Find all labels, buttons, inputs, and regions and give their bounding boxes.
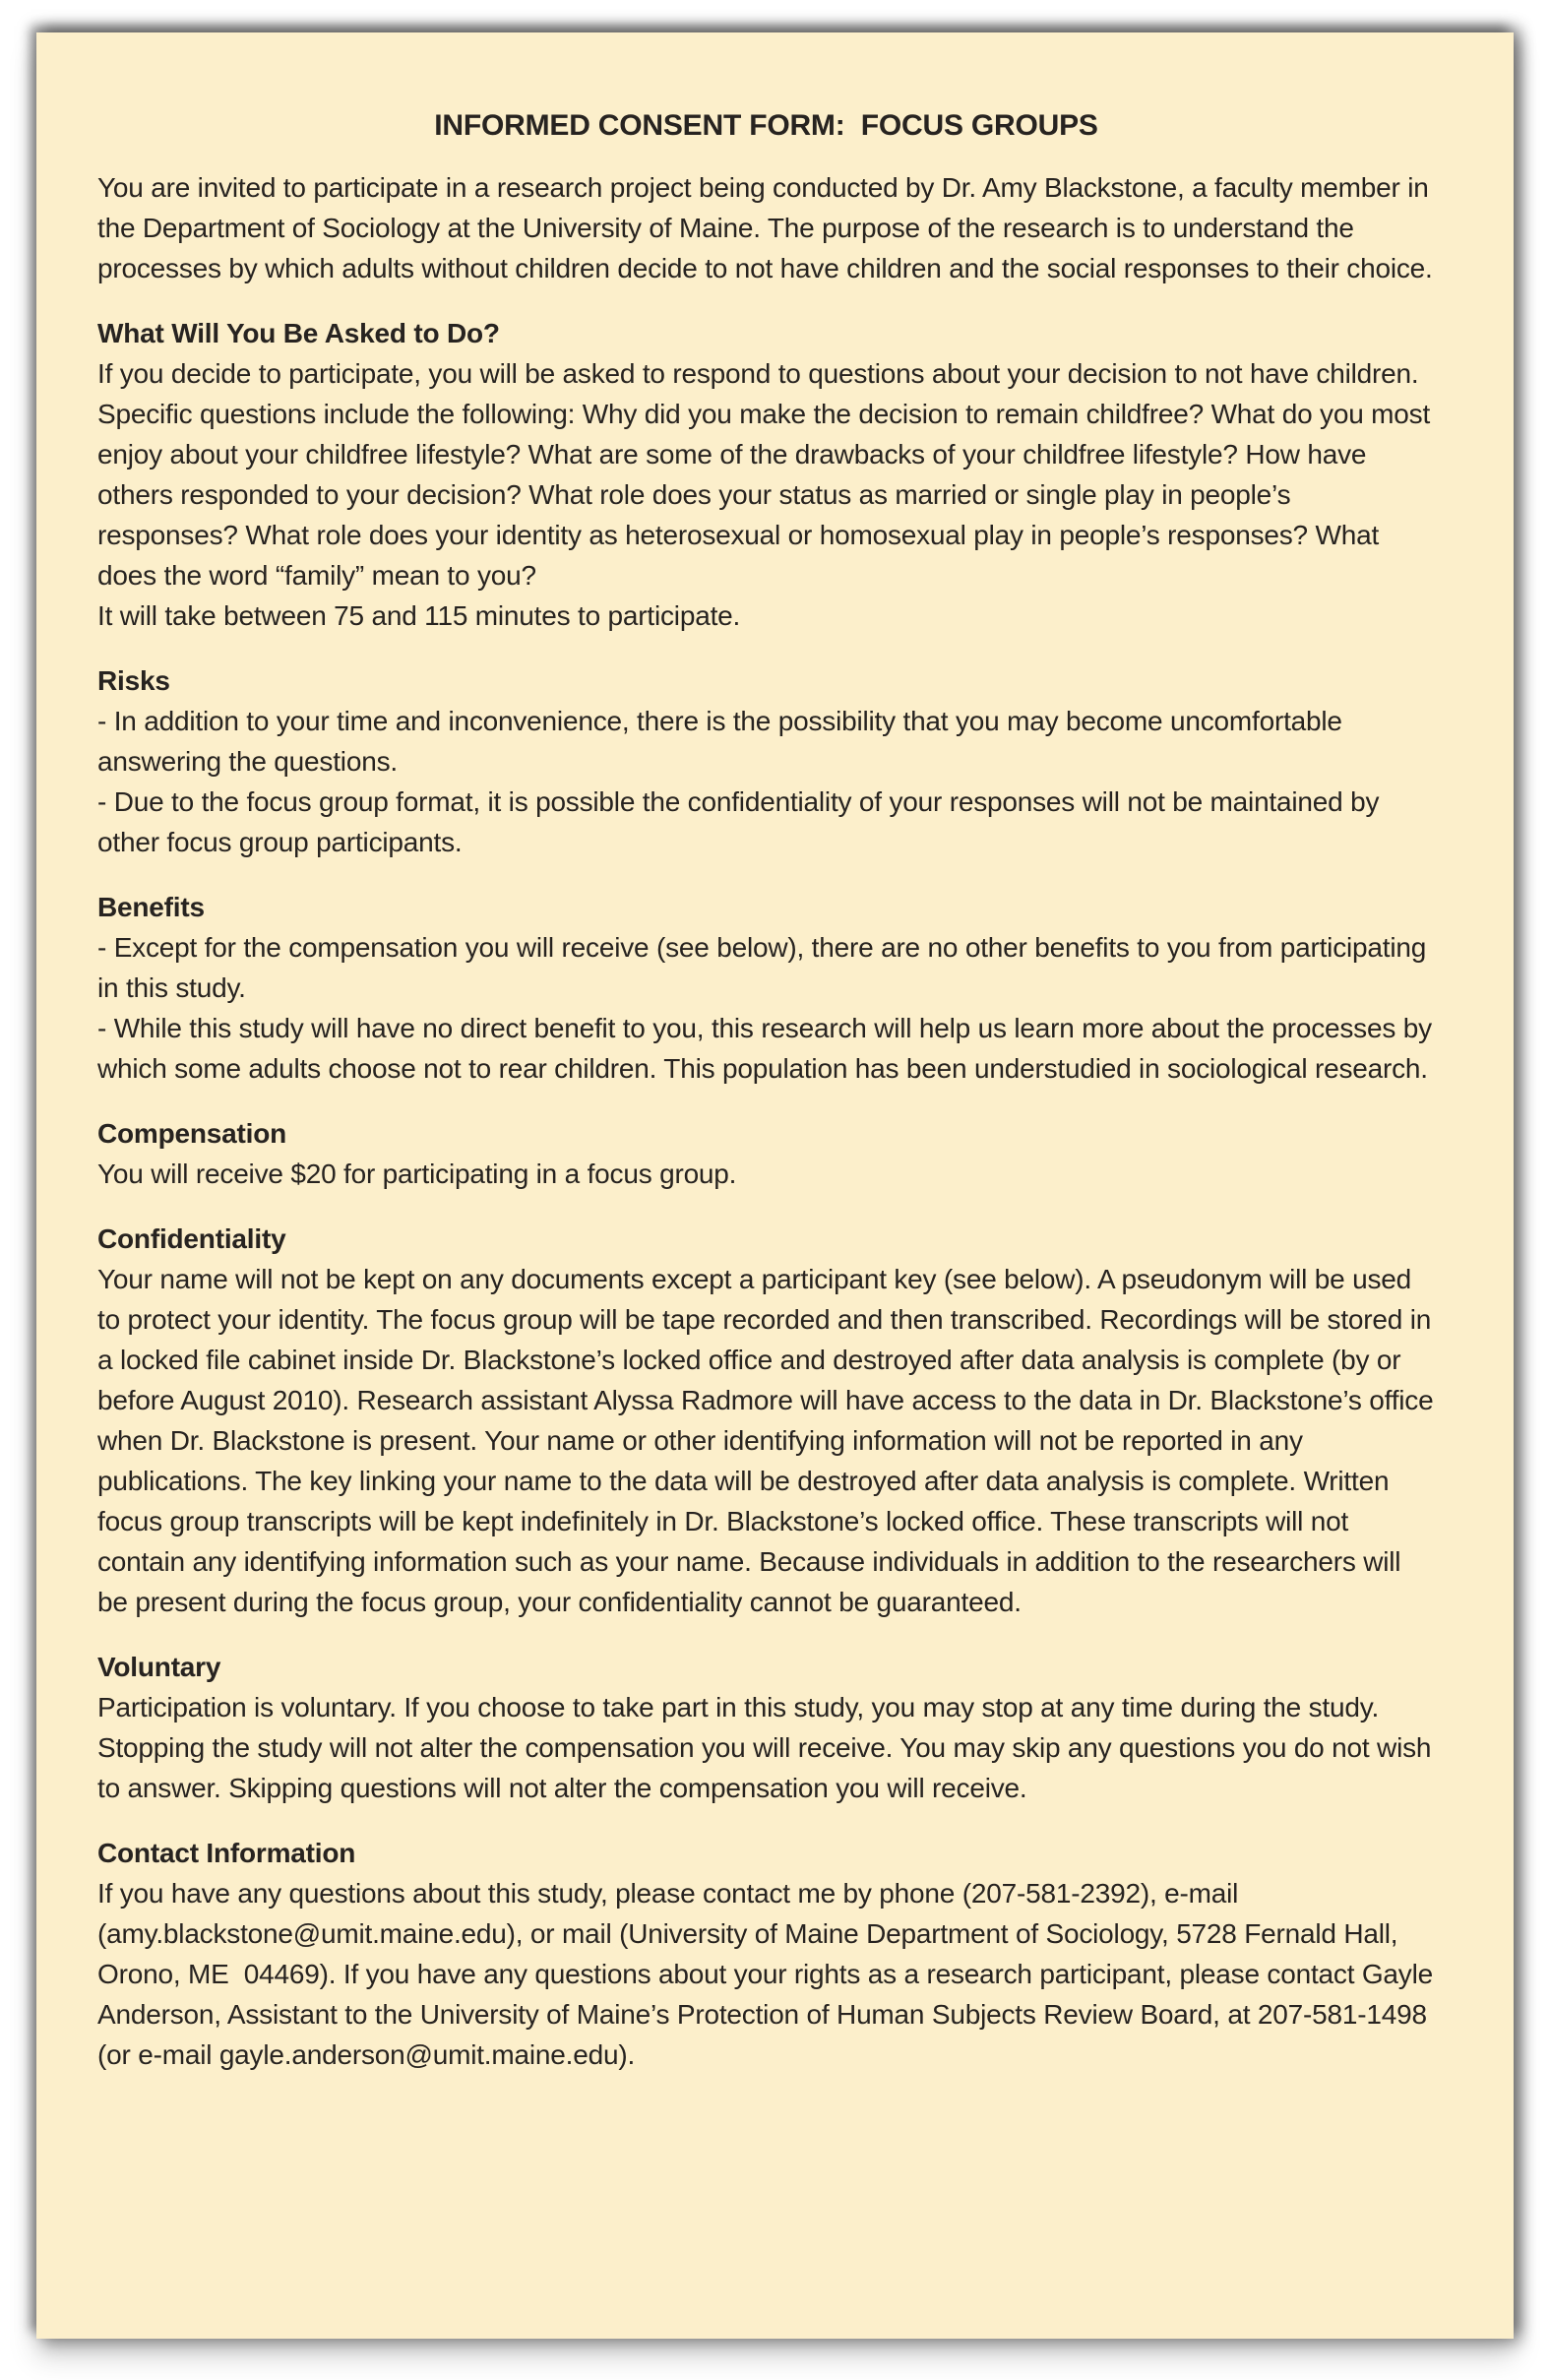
section-paragraph: You will receive $20 for participating in a focus group.: [97, 1159, 737, 1189]
section-paragraph: It will take between 75 and 115 minutes to participate.: [97, 600, 741, 631]
section-heading: Voluntary: [97, 1652, 221, 1682]
section-paragraph: Your name will not be kept on any documents except a participant key (see below). A pseudonym will be used to protect your identity. The focus group will be tape recorded and then transcribed. Recordings will be stored in a locked file cabinet inside Dr. Blackstone’s locked office and destroyed after data analysis is complete (by or before August 2010). Research assistant Alyssa Radmore will have access to the data in Dr. Blackstone’s office when Dr. Blackstone is present. Your name or other identifying information will not be reported in any publications. The key linking your name to the data will be destroyed after data analysis is complete. Written focus group transcripts will be kept indefinitely in Dr. Blackstone’s locked office. These transcripts will not contain any identifying information such as your name. Because individuals in addition to the researchers will be present during the focus group, your confidentiality cannot be guaranteed.: [97, 1264, 1442, 1617]
document-page: [36, 32, 1514, 2339]
section-voluntary: [97, 1647, 1439, 1808]
section-paragraph: If you decide to participate, you will be asked to respond to questions about your decision to not have children. Specific questions include the following: Why did you make the decision to remain childfree? What do you most enjoy about your childfree lifestyle? What are some of the drawbacks of your childfree lifestyle? How have others responded to your decision? What role does your status as married or single play in people’s responses? What role does your identity as heterosexual or homosexual play in people’s responses? What does the word “family” mean to you?: [97, 358, 1438, 591]
section-heading: Confidentiality: [97, 1223, 286, 1254]
section-confidentiality: [97, 1219, 1442, 1622]
section-heading: Risks: [97, 665, 170, 696]
section-heading: Contact Information: [97, 1838, 356, 1868]
section-what-will-you-be-asked-to-do: [97, 313, 1438, 636]
section-contact-information: [97, 1833, 1440, 2075]
section-paragraph: - While this study will have no direct benefit to you, this research will help us learn more about the processes by which some adults choose not to rear children. This population has been understudied in sociological research.: [97, 1013, 1440, 1084]
section-benefits: [97, 887, 1440, 1089]
section-paragraph: - Due to the focus group format, it is possible the confidentiality of your responses will not be maintained by other focus group participants.: [97, 786, 1387, 857]
intro-paragraph: You are invited to participate in a research project being conducted by Dr. Amy Blackstone, a faculty member in the Department of Sociology at the University of Maine. The purpose of the research is to understand the processes by which adults without children decide to not have children and the social responses to their choice.: [97, 172, 1437, 283]
document-title: INFORMED CONSENT FORM: FOCUS GROUPS: [434, 109, 1098, 142]
section-risks: [97, 660, 1435, 862]
section-compensation: [97, 1113, 1435, 1194]
section-heading: What Will You Be Asked to Do?: [97, 318, 500, 348]
section-heading: Compensation: [97, 1118, 287, 1149]
section-heading: Benefits: [97, 892, 205, 922]
section-paragraph: Participation is voluntary. If you choose to take part in this study, you may stop at any time during the study. Stopping the study will not alter the compensation you will receive. You may skip any questions you do not wish to answer. Skipping questions will not alter the compensation you will receive.: [97, 1692, 1439, 1803]
section-paragraph: - Except for the compensation you will receive (see below), there are no other benefits to you from participating in this study.: [97, 932, 1434, 1003]
section-paragraph: - In addition to your time and inconvenience, there is the possibility that you may become uncomfortable answering the questions.: [97, 706, 1350, 777]
section-paragraph: If you have any questions about this study, please contact me by phone (207-581-2392), e-mail (amy.blackstone@umit.maine.edu), or mail (University of Maine Department of Sociology, 5728 Fernald Hall, Orono, ME 04469). If you have any questions about your rights as a research participant, please contact Gayle Anderson, Assistant to the University of Maine’s Protection of Human Subjects Review Board, at 207-581-1498 (or e-mail gayle.anderson@umit.maine.edu).: [97, 1878, 1440, 2070]
